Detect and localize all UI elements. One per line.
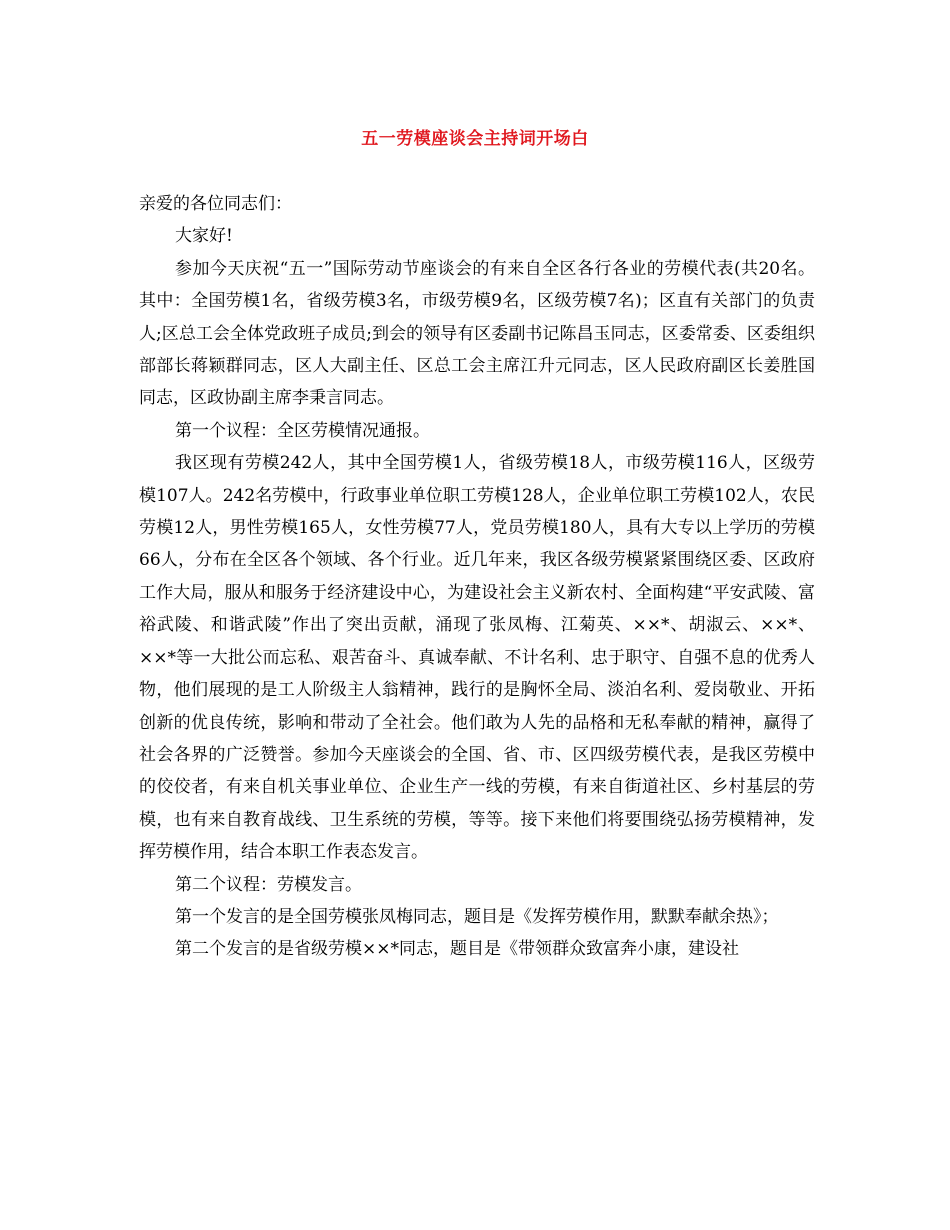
paragraph-speaker-1: 第一个发言的是全国劳模张凤梅同志，题目是《发挥劳模作用，默默奉献余热》；: [175, 906, 779, 927]
paragraph-hello: 大家好!: [175, 226, 233, 247]
document-body: [139, 188, 815, 966]
paragraph-agenda-2: 第二个议程：劳模发言。: [175, 874, 362, 895]
paragraph-report: 我区现有劳模242人，其中全国劳模1人，省级劳模18人，市级劳模116人，区级劳模107人。242名劳模中，行政事业单位职工劳模128人，企业单位职工劳模102人，农民劳模12人，男性劳模165人，女性劳模77人，党员劳模180人，具有大专以上学历的劳模66人，分布在全区各个领域、各个行业。近几年来，我区各级劳模紧紧围绕区委、区政府工作大局，服从和服务于经济建设中心，为建设社会主义新农村、全面构建“平安武陵、富裕武陵、和谐武陵”作出了突出贡献，涌现了张凤梅、江菊英、××*、胡淑云、××*、××*等一大批公而忘私、艰苦奋斗、真诚奉献、不计名利、忠于职守、自强不息的优秀人物，他们展现的是工人阶级主人翁精神，践行的是胸怀全局、淡泊名利、爱岗敬业、开拓创新的优良传统，影响和带动了全社会。他们敢为人先的品格和无私奉献的精神，赢得了社会各界的广泛赞誉。参加今天座谈会的全国、省、市、区四级劳模代表，是我区劳模中的佼佼者，有来自机关事业单位、企业生产一线的劳模，有来自街道社区、乡村基层的劳模，也有来自教育战线、卫生系统的劳模，等等。接下来他们将要围绕弘扬劳模精神，发挥劳模作用，结合本职工作表态发言。: [139, 453, 815, 863]
paragraph-attendees: 参加今天庆祝“五一”国际劳动节座谈会的有来自全区各行各业的劳模代表(共20名。其中：全国劳模1名，省级劳模3名，市级劳模9名，区级劳模7名)；区直有关部门的负责人;区总工会全体党政班子成员;到会的领导有区委副书记陈昌玉同志，区委常委、区委组织部部长蒋颖群同志，区人大副主任、区总工会主席江升元同志，区人民政府副区长姜胜国同志，区政协副主席李秉言同志。: [139, 258, 815, 409]
paragraph-greeting: 亲爱的各位同志们：: [139, 194, 292, 214]
document-title: 五一劳模座谈会主持词开场白: [361, 129, 589, 149]
paragraph-agenda-1: 第一个议程：全区劳模情况通报。: [175, 420, 430, 441]
paragraph-speaker-2: 第二个发言的是省级劳模××*同志，题目是《带领群众致富奔小康，建设社: [175, 939, 739, 960]
